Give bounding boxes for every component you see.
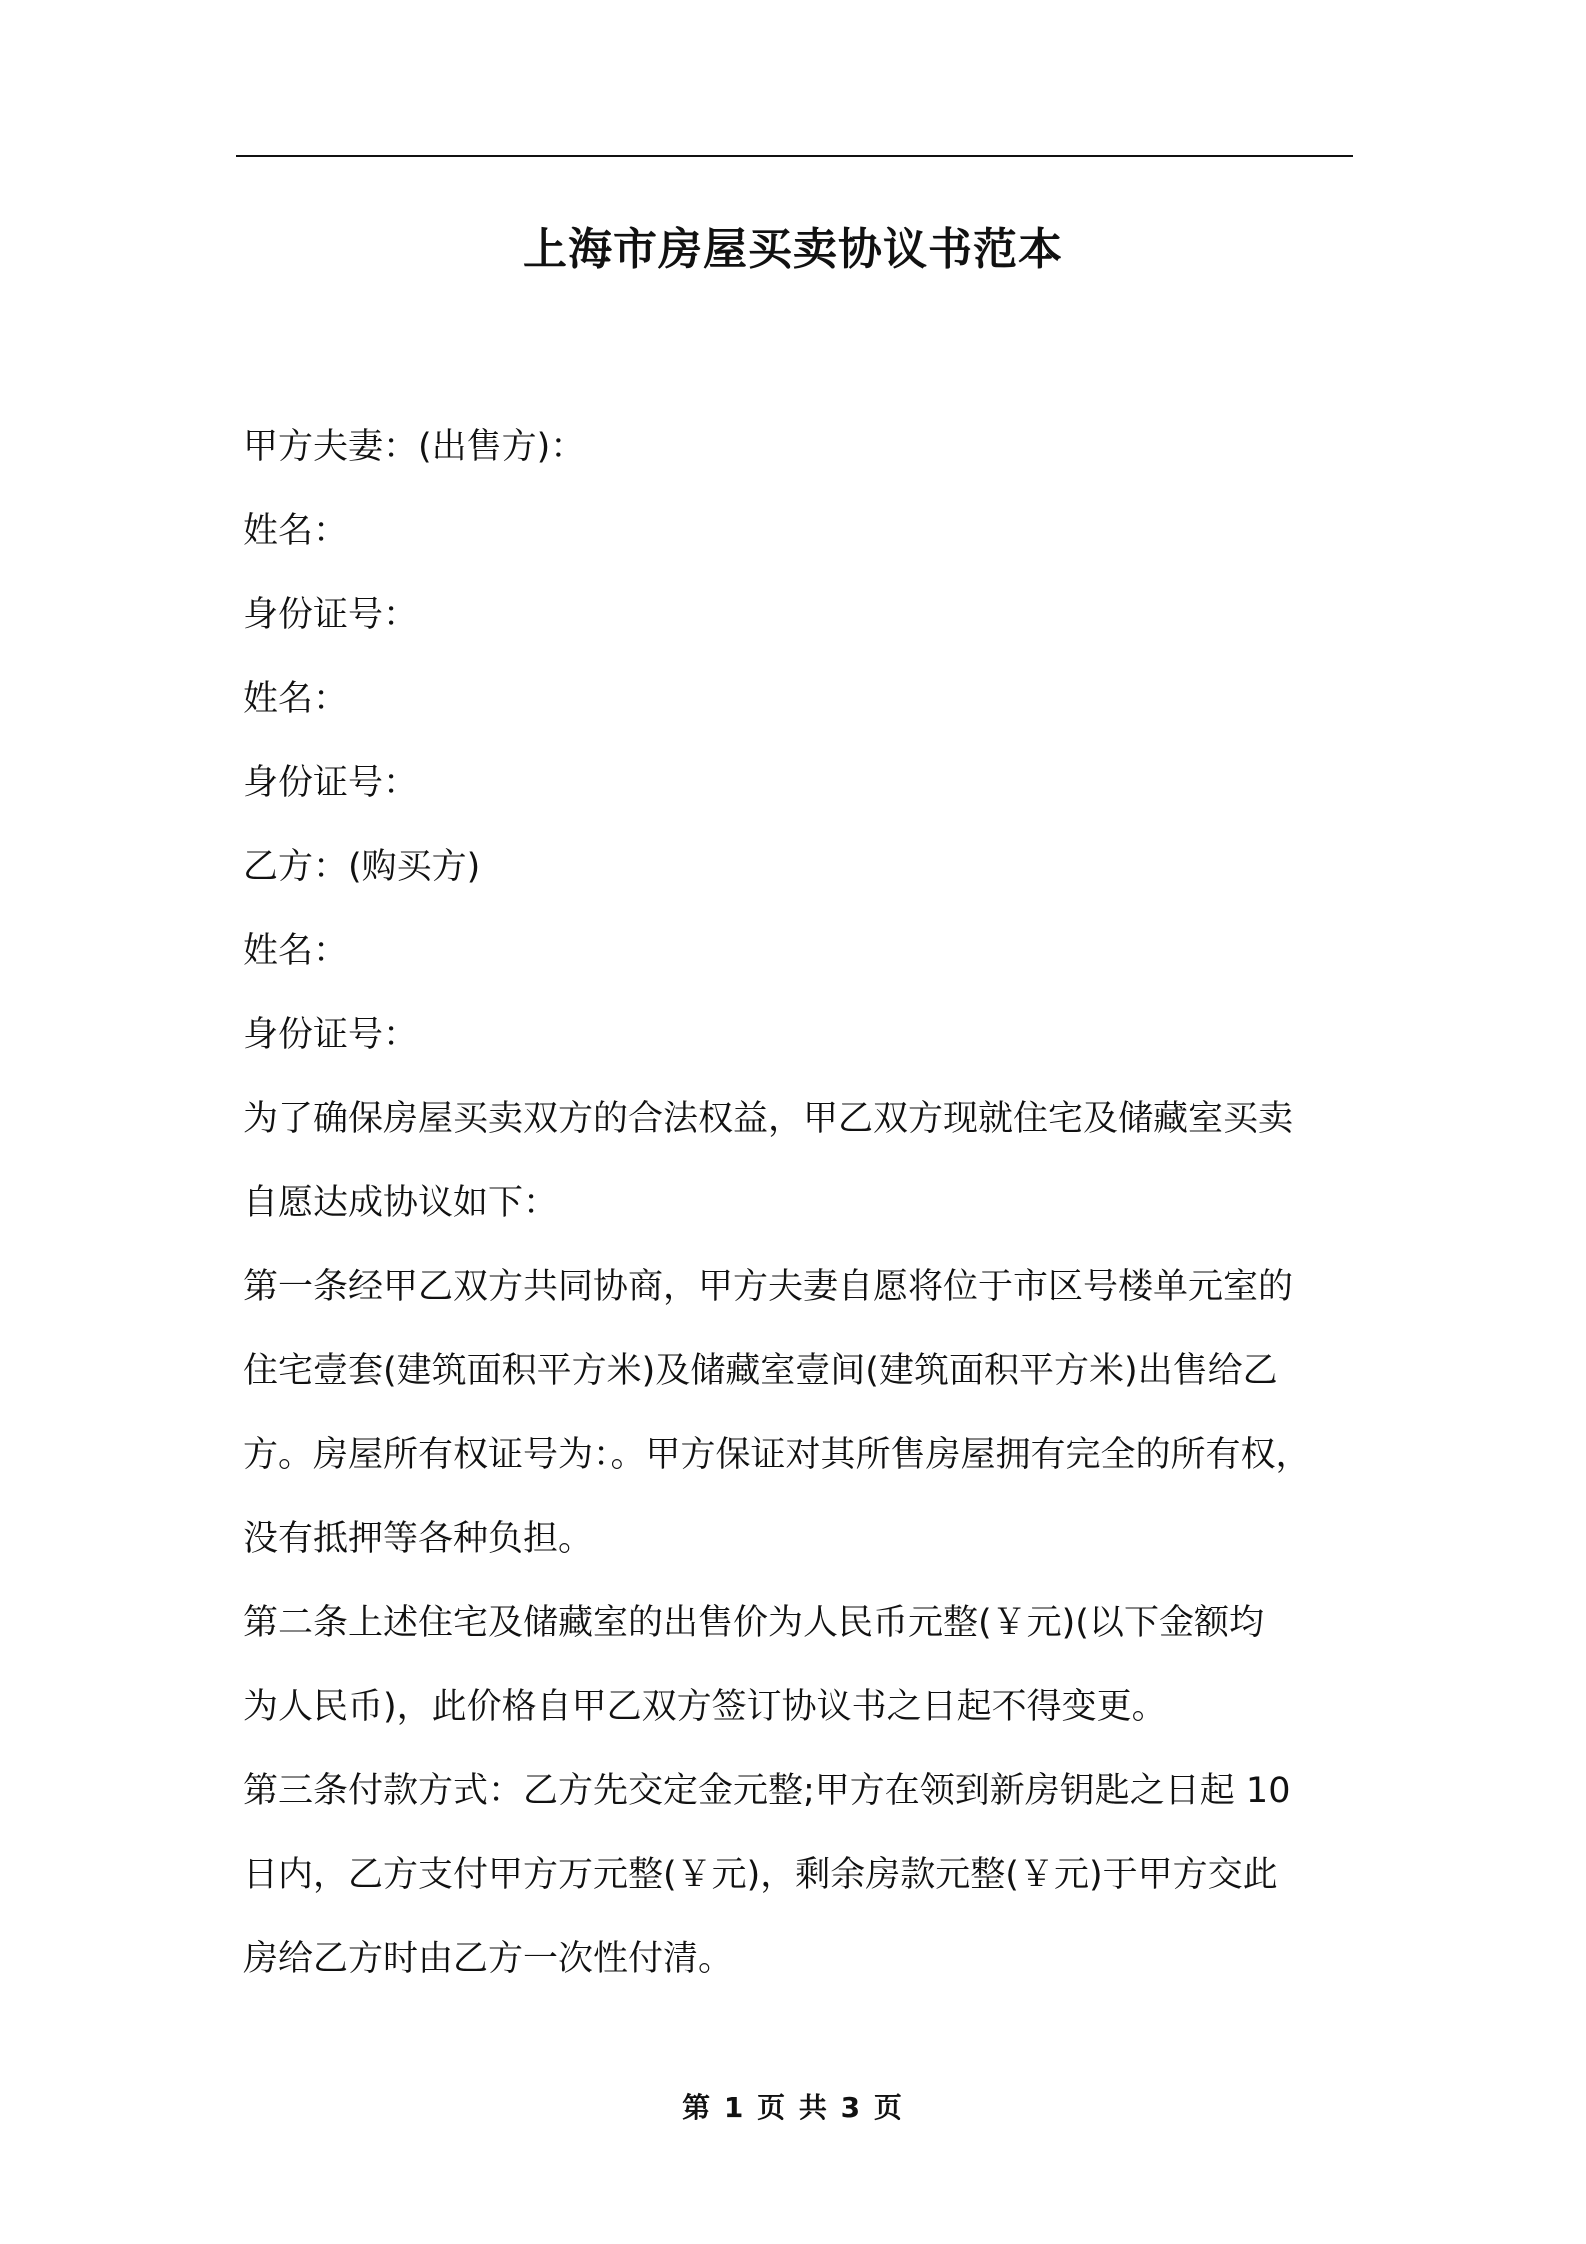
text-line: 第一条经甲乙双方共同协商，甲方夫妻自愿将位于市区号楼单元室的	[243, 1267, 1294, 1307]
text-line: 乙方：(购买方)	[243, 847, 481, 887]
text-line: 姓名：	[243, 511, 349, 551]
text-line: 房给乙方时由乙方一次性付清。	[243, 1939, 734, 1979]
text-line: 姓名：	[243, 679, 349, 719]
text-line: 第二条上述住宅及储藏室的出售价为人民币元整(￥元)(以下金额均	[243, 1603, 1264, 1643]
text-line: 身份证号：	[243, 595, 419, 635]
text-line: 甲方夫妻：(出售方)：	[243, 427, 586, 467]
text-line: 身份证号：	[243, 1015, 419, 1055]
text-line: 自愿达成协议如下：	[243, 1183, 559, 1223]
text-line: 为人民币)，此价格自甲乙双方签订协议书之日起不得变更。	[243, 1687, 1167, 1727]
text-line: 方。房屋所有权证号为：。甲方保证对其所售房屋拥有完全的所有权，	[243, 1435, 1311, 1475]
header-rule	[236, 155, 1353, 157]
text-line: 日内，乙方支付甲方万元整(￥元)，剩余房款元整(￥元)于甲方交此	[243, 1855, 1278, 1895]
text-line: 住宅壹套(建筑面积平方米)及储藏室壹间(建筑面积平方米)出售给乙	[243, 1351, 1278, 1391]
document-body	[243, 405, 1363, 2001]
document-title: 上海市房屋买卖协议书范本	[523, 224, 1063, 275]
text-line: 为了确保房屋买卖双方的合法权益，甲乙双方现就住宅及储藏室买卖	[243, 1099, 1294, 1139]
text-line: 身份证号：	[243, 763, 419, 803]
page-footer: 第 1 页 共 3 页	[682, 2091, 904, 2124]
text-line: 姓名：	[243, 931, 349, 971]
text-line: 第三条付款方式：乙方先交定金元整;甲方在领到新房钥匙之日起 10	[243, 1771, 1291, 1811]
text-line: 没有抵押等各种负担。	[243, 1519, 594, 1559]
